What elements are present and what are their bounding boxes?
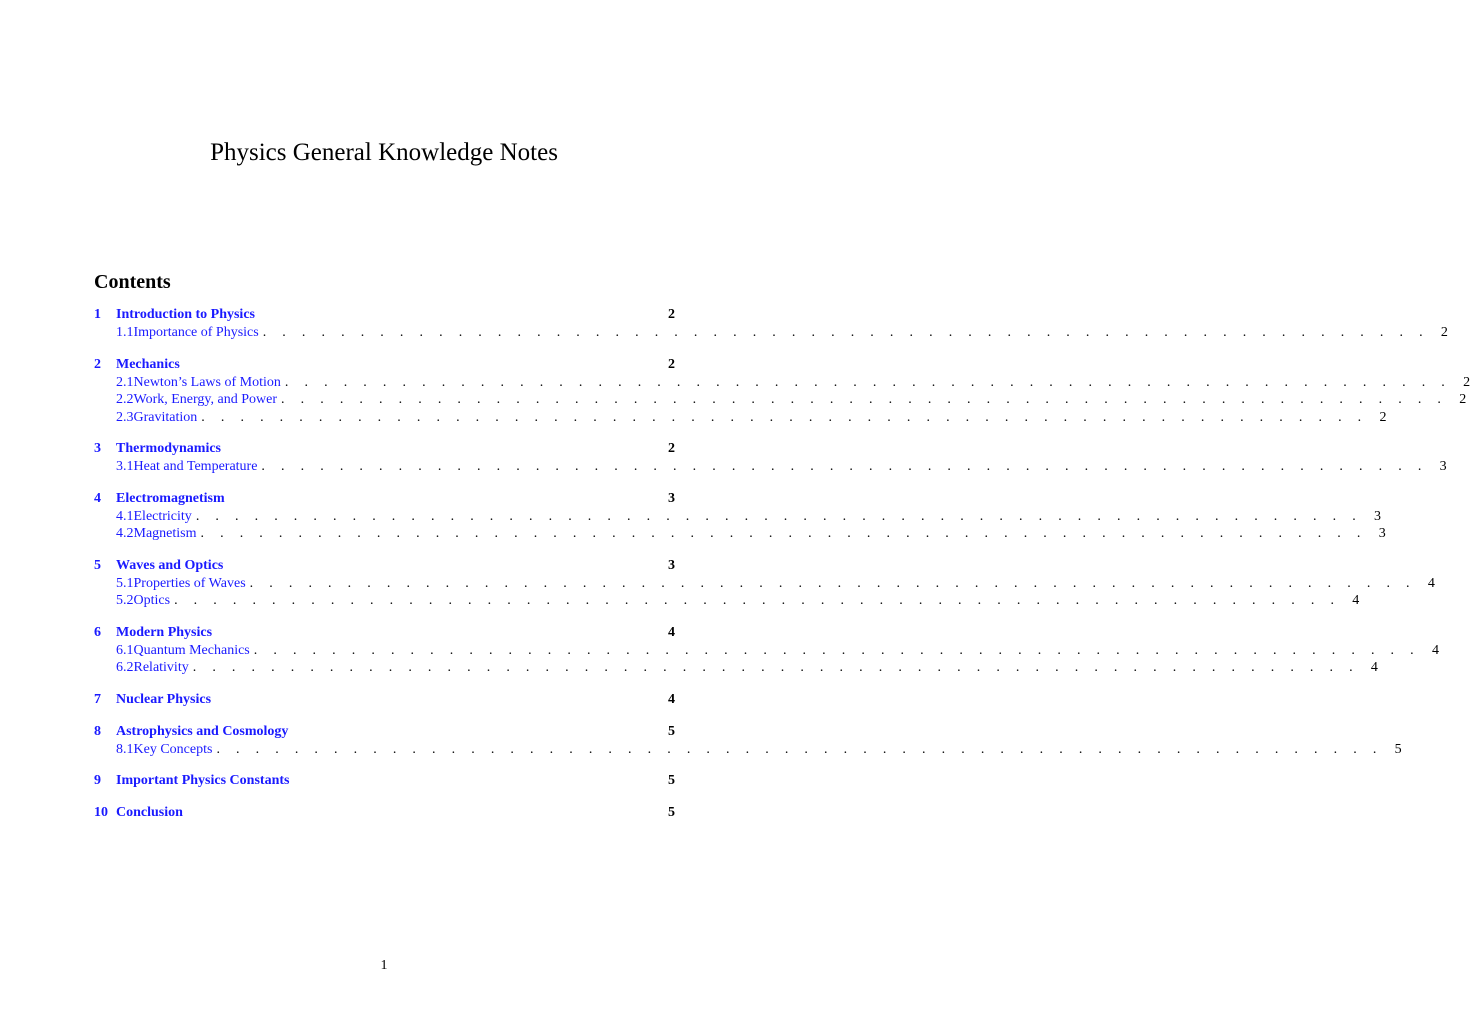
- toc-subsection-row[interactable]: [94, 741, 1402, 759]
- toc-subsection-row[interactable]: [94, 458, 1447, 476]
- toc-section-page: 3: [668, 490, 675, 506]
- toc-dot-leader: . . . . . . . . . . . . . . . . . . . . . . . . . . . . . . . . . . . . . . . . . . . . . . . . . . . . . . . . . . . .: [262, 325, 1429, 340]
- toc-section-number[interactable]: 3: [94, 441, 101, 456]
- toc-section-page: 2: [668, 441, 675, 456]
- toc-section-link[interactable]: Modern Physics: [116, 624, 213, 640]
- toc-subsection-page: 2: [1440, 325, 1448, 340]
- toc-section-number[interactable]: 9: [94, 773, 101, 788]
- toc-section-number[interactable]: 4: [94, 490, 101, 506]
- toc-subsection-row[interactable]: [94, 324, 1448, 342]
- toc-section-number[interactable]: 2: [94, 356, 101, 372]
- toc-subsection-row[interactable]: [94, 391, 1467, 409]
- toc-subsection-row[interactable]: [94, 642, 1439, 660]
- toc-subsection-number[interactable]: 6.1: [116, 642, 134, 658]
- toc-subsection-number[interactable]: 2.1: [116, 374, 134, 390]
- contents-heading: Contents: [94, 271, 171, 293]
- toc-section-link[interactable]: Thermodynamics: [116, 441, 221, 456]
- toc-dot-leader: . . . . . . . . . . . . . . . . . . . . . . . . . . . . . . . . . . . . . . . . . . . . . . . . . . . . . . . . . . . .: [195, 508, 1363, 524]
- toc-section-link[interactable]: Introduction to Physics: [116, 307, 255, 322]
- toc-section-row[interactable]: [94, 804, 675, 822]
- toc-subsection-page: 3: [1378, 526, 1386, 541]
- toc-subsection-page: 2: [1463, 374, 1470, 390]
- toc-subsection-row[interactable]: [94, 374, 1470, 392]
- toc-section-number[interactable]: 5: [94, 557, 101, 573]
- toc-subsection-page: 2: [1379, 409, 1387, 425]
- toc-section-number[interactable]: 1: [94, 307, 101, 322]
- toc-section-page: 5: [668, 805, 675, 820]
- toc-section-link[interactable]: Conclusion: [116, 805, 183, 820]
- toc-subsection-number[interactable]: 2.3: [116, 409, 134, 425]
- toc-dot-leader: . . . . . . . . . . . . . . . . . . . . . . . . . . . . . . . . . . . . . . . . . . . . . . . . . . . . . . . . . . . .: [284, 374, 1452, 390]
- toc-subsection-link[interactable]: Work, Energy, and Power: [133, 392, 278, 407]
- toc-subsection-link[interactable]: Properties of Waves: [133, 575, 246, 591]
- toc-subsection-row[interactable]: [94, 409, 1387, 427]
- toc-subsection-link[interactable]: Heat and Temperature: [133, 459, 258, 474]
- toc-section-row[interactable]: [94, 356, 675, 374]
- toc-section-link[interactable]: Astrophysics and Cosmology: [116, 723, 289, 739]
- toc-section-row[interactable]: [94, 306, 675, 324]
- toc-section-link[interactable]: Mechanics: [116, 356, 180, 372]
- toc-section-row[interactable]: [94, 490, 675, 508]
- toc-section-number[interactable]: 7: [94, 691, 101, 707]
- toc-subsection-number[interactable]: 1.1: [116, 325, 134, 340]
- toc-dot-leader: . . . . . . . . . . . . . . . . . . . . . . . . . . . . . . . . . . . . . . . . . . . . . . . . . . . . . . . . . . . .: [216, 741, 1383, 757]
- toc-subsection-number[interactable]: 8.1: [116, 741, 134, 757]
- toc-subsection-link[interactable]: Gravitation: [133, 409, 198, 425]
- toc-section-link[interactable]: Nuclear Physics: [116, 691, 212, 707]
- toc-subsection-row[interactable]: [94, 508, 1382, 526]
- toc-dot-leader: . . . . . . . . . . . . . . . . . . . . . . . . . . . . . . . . . . . . . . . . . . . . . . . . . . . . . . . . . . . .: [192, 660, 1359, 675]
- toc-section-number[interactable]: 8: [94, 723, 101, 739]
- toc-subsection-row[interactable]: [94, 525, 1386, 543]
- toc-dot-leader: . . . . . . . . . . . . . . . . . . . . . . . . . . . . . . . . . . . . . . . . . . . . . . . . . . . . . . . . . . . .: [281, 392, 1448, 407]
- toc-subsection-number[interactable]: 4.2: [116, 526, 134, 541]
- toc-subsection-number[interactable]: 2.2: [116, 392, 134, 407]
- table-of-contents: [94, 306, 1470, 822]
- toc-subsection-number[interactable]: 4.1: [116, 508, 134, 524]
- toc-subsection-page: 3: [1439, 459, 1447, 474]
- toc-subsection-row[interactable]: [94, 575, 1435, 593]
- toc-section-page: 5: [668, 773, 675, 788]
- toc-section-number[interactable]: 6: [94, 624, 101, 640]
- toc-dot-leader: . . . . . . . . . . . . . . . . . . . . . . . . . . . . . . . . . . . . . . . . . . . . . . . . . . . . . . . . . . . .: [253, 642, 1420, 658]
- toc-subsection-row[interactable]: [94, 592, 1360, 610]
- toc-subsection-number[interactable]: 6.2: [116, 660, 134, 675]
- page-number: 1: [380, 958, 388, 973]
- toc-section-page: 4: [668, 691, 675, 707]
- toc-section-row[interactable]: [94, 691, 675, 709]
- toc-subsection-link[interactable]: Importance of Physics: [133, 325, 259, 340]
- toc-subsection-page: 3: [1374, 508, 1382, 524]
- toc-dot-leader: . . . . . . . . . . . . . . . . . . . . . . . . . . . . . . . . . . . . . . . . . . . . . . . . . . . . . . . . . . . .: [201, 409, 1368, 425]
- toc-subsection-row[interactable]: [94, 659, 1378, 677]
- toc-dot-leader: . . . . . . . . . . . . . . . . . . . . . . . . . . . . . . . . . . . . . . . . . . . . . . . . . . . . . . . . . . . .: [261, 459, 1428, 474]
- document-title: Physics General Knowledge Notes: [210, 139, 558, 166]
- toc-subsection-link[interactable]: Quantum Mechanics: [133, 642, 250, 658]
- toc-subsection-number[interactable]: 3.1: [116, 459, 134, 474]
- toc-section-row[interactable]: [94, 723, 675, 741]
- toc-section-row[interactable]: [94, 440, 675, 458]
- toc-section-page: 5: [668, 723, 675, 739]
- toc-section-row[interactable]: [94, 772, 675, 790]
- toc-subsection-page: 5: [1394, 741, 1402, 757]
- toc-section-row[interactable]: [94, 557, 675, 575]
- toc-section-link[interactable]: Electromagnetism: [116, 490, 225, 506]
- toc-dot-leader: . . . . . . . . . . . . . . . . . . . . . . . . . . . . . . . . . . . . . . . . . . . . . . . . . . . . . . . . . . . .: [174, 593, 1341, 608]
- toc-subsection-link[interactable]: Newton’s Laws of Motion: [133, 374, 281, 390]
- toc-subsection-page: 4: [1352, 593, 1360, 608]
- toc-section-number[interactable]: 10: [94, 805, 108, 820]
- toc-section-row[interactable]: [94, 624, 675, 642]
- toc-subsection-link[interactable]: Optics: [133, 593, 171, 608]
- toc-subsection-page: 4: [1370, 660, 1378, 675]
- toc-section-link[interactable]: Important Physics Constants: [116, 773, 290, 788]
- toc-subsection-page: 2: [1459, 392, 1467, 407]
- toc-subsection-link[interactable]: Relativity: [133, 660, 189, 675]
- toc-section-page: 2: [668, 356, 675, 372]
- toc-section-page: 3: [668, 557, 675, 573]
- toc-section-link[interactable]: Waves and Optics: [116, 557, 224, 573]
- toc-section-page: 2: [668, 307, 675, 322]
- toc-subsection-page: 4: [1427, 575, 1435, 591]
- toc-subsection-number[interactable]: 5.2: [116, 593, 134, 608]
- toc-subsection-link[interactable]: Magnetism: [133, 526, 197, 541]
- toc-subsection-link[interactable]: Key Concepts: [133, 741, 213, 757]
- toc-subsection-link[interactable]: Electricity: [133, 508, 192, 524]
- toc-dot-leader: . . . . . . . . . . . . . . . . . . . . . . . . . . . . . . . . . . . . . . . . . . . . . . . . . . . . . . . . . . . .: [249, 575, 1416, 591]
- toc-dot-leader: . . . . . . . . . . . . . . . . . . . . . . . . . . . . . . . . . . . . . . . . . . . . . . . . . . . . . . . . . . . .: [200, 526, 1367, 541]
- toc-subsection-page: 4: [1431, 642, 1439, 658]
- toc-section-page: 4: [668, 624, 675, 640]
- toc-subsection-number[interactable]: 5.1: [116, 575, 134, 591]
